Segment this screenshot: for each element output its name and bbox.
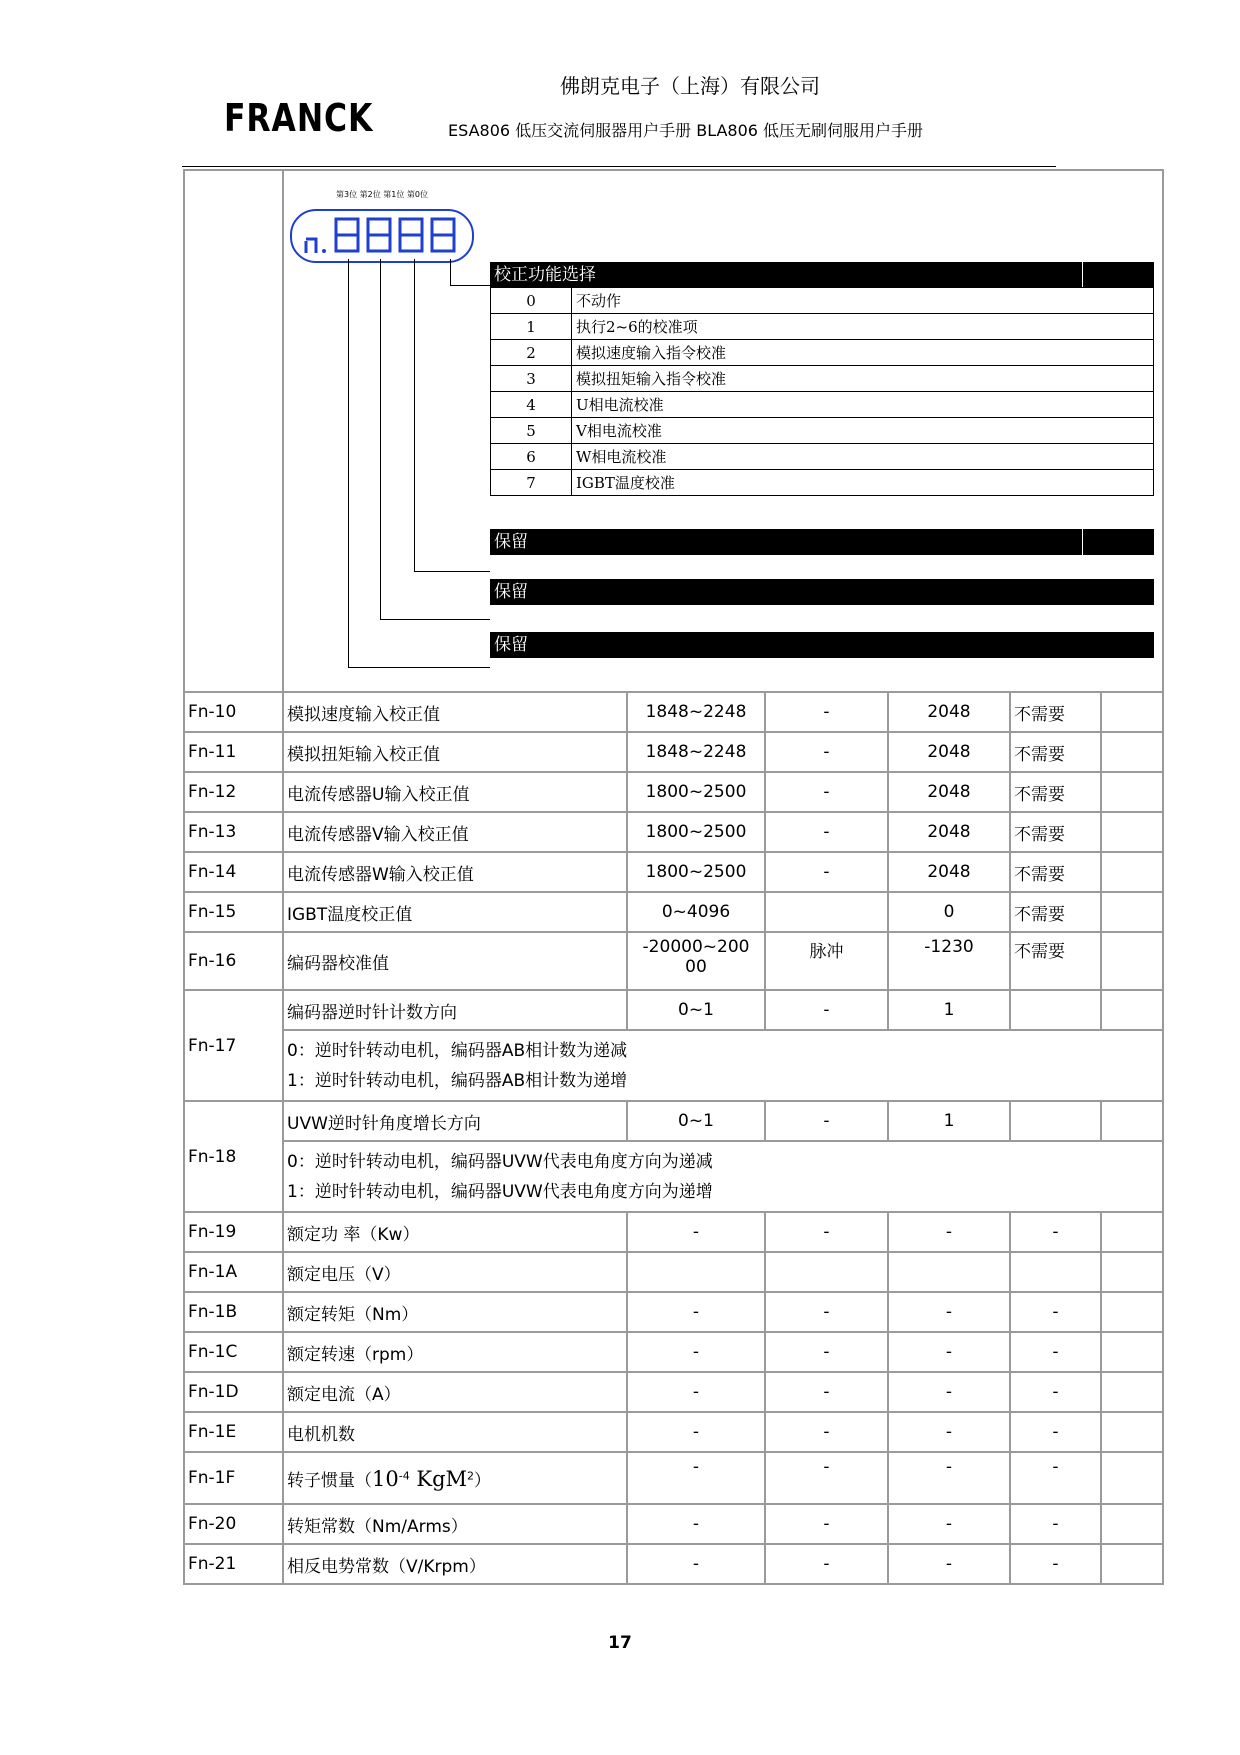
table-row: 0：逆时针转动电机，编码器UVW代表电角度方向为递减 1：逆时针转动电机，编码器UVW代表电角度方向为递增 <box>184 1141 1163 1212</box>
diagram-left-cell <box>184 170 283 692</box>
table-row: Fn-1E 电机机数 - - - - <box>184 1412 1163 1452</box>
option-row: 5 V相电流校准 <box>491 418 1154 444</box>
reserved-bar-2: 保留 <box>490 579 1154 605</box>
table-row: Fn-14 电流传感器W输入校正值 1800~2500 - 2048 不需要 <box>184 852 1163 892</box>
table-row: Fn-1A 额定电压（V） <box>184 1252 1163 1292</box>
option-row: 0 不动作 <box>491 288 1154 314</box>
option-row: 2 模拟速度输入指令校准 <box>491 340 1154 366</box>
option-row: 1 执行2~6的校准项 <box>491 314 1154 340</box>
diagram-cell <box>283 170 1163 692</box>
table-row: 0：逆时针转动电机，编码器AB相计数为递减 1：逆时针转动电机，编码器AB相计数为递增 <box>184 1030 1163 1101</box>
company-logo: FRANCK <box>224 96 374 140</box>
table-row: Fn-11 模拟扭矩输入校正值 1848~2248 - 2048 不需要 <box>184 732 1163 772</box>
reserved-bar-3: 保留 <box>490 632 1154 658</box>
calibration-select-title <box>490 262 1154 288</box>
table-row: Fn-18 UVW逆时针角度增长方向 0~1 - 1 <box>184 1101 1163 1141</box>
option-row: 4 U相电流校准 <box>491 392 1154 418</box>
option-row: 6 W相电流校准 <box>491 444 1154 470</box>
reserved-bar-1: 保留 <box>490 529 1154 555</box>
table-row: Fn-16 编码器校准值 -20000~200 00 脉冲 -1230 不需要 <box>184 932 1163 990</box>
table-row: Fn-21 相反电势常数（V/Krpm） - - - - <box>184 1544 1163 1584</box>
digit-position-labels: 第3位 第2位 第1位 第0位 <box>336 190 428 199</box>
company-name: 佛朗克电子（上海）有限公司 <box>560 74 820 98</box>
page-number: 17 <box>608 1633 632 1653</box>
table-row: Fn-17 编码器逆时针计数方向 0~1 - 1 <box>184 990 1163 1030</box>
fn-digit-diagram <box>284 171 1162 687</box>
table-row: Fn-1F 转子惯量（$10^{-4}$ KgM$^2$） - - - - <box>184 1452 1163 1504</box>
table-row: Fn-15 IGBT温度校正值 0~4096 0 不需要 <box>184 892 1163 932</box>
seven-segment-icon <box>300 217 464 255</box>
table-row: Fn-19 额定功 率（Kw） - - - - <box>184 1212 1163 1252</box>
header-rule <box>182 166 1056 167</box>
table-row: Fn-13 电流传感器V输入校正值 1800~2500 - 2048 不需要 <box>184 812 1163 852</box>
calibration-options-table <box>490 287 1154 496</box>
table-row: Fn-1B 额定转矩（Nm） - - - - <box>184 1292 1163 1332</box>
table-row: Fn-12 电流传感器U输入校正值 1800~2500 - 2048 不需要 <box>184 772 1163 812</box>
option-row: 7 IGBT温度校准 <box>491 470 1154 496</box>
table-row: Fn-1C 额定转速（rpm） - - - - <box>184 1332 1163 1372</box>
option-row: 3 模拟扭矩输入指令校准 <box>491 366 1154 392</box>
led-display <box>290 209 474 263</box>
table-row: Fn-10 模拟速度输入校正值 1848~2248 - 2048 不需要 <box>184 692 1163 732</box>
parameter-table <box>183 169 1164 1585</box>
calibration-select-label: 校正功能选择 <box>494 265 596 285</box>
table-row: Fn-20 转矩常数（Nm/Arms） - - - - <box>184 1504 1163 1544</box>
table-row: Fn-1D 额定电流（A） - - - - <box>184 1372 1163 1412</box>
manual-subtitle: ESA806 低压交流伺服器用户手册 BLA806 低压无刷伺服用户手册 <box>448 121 924 140</box>
